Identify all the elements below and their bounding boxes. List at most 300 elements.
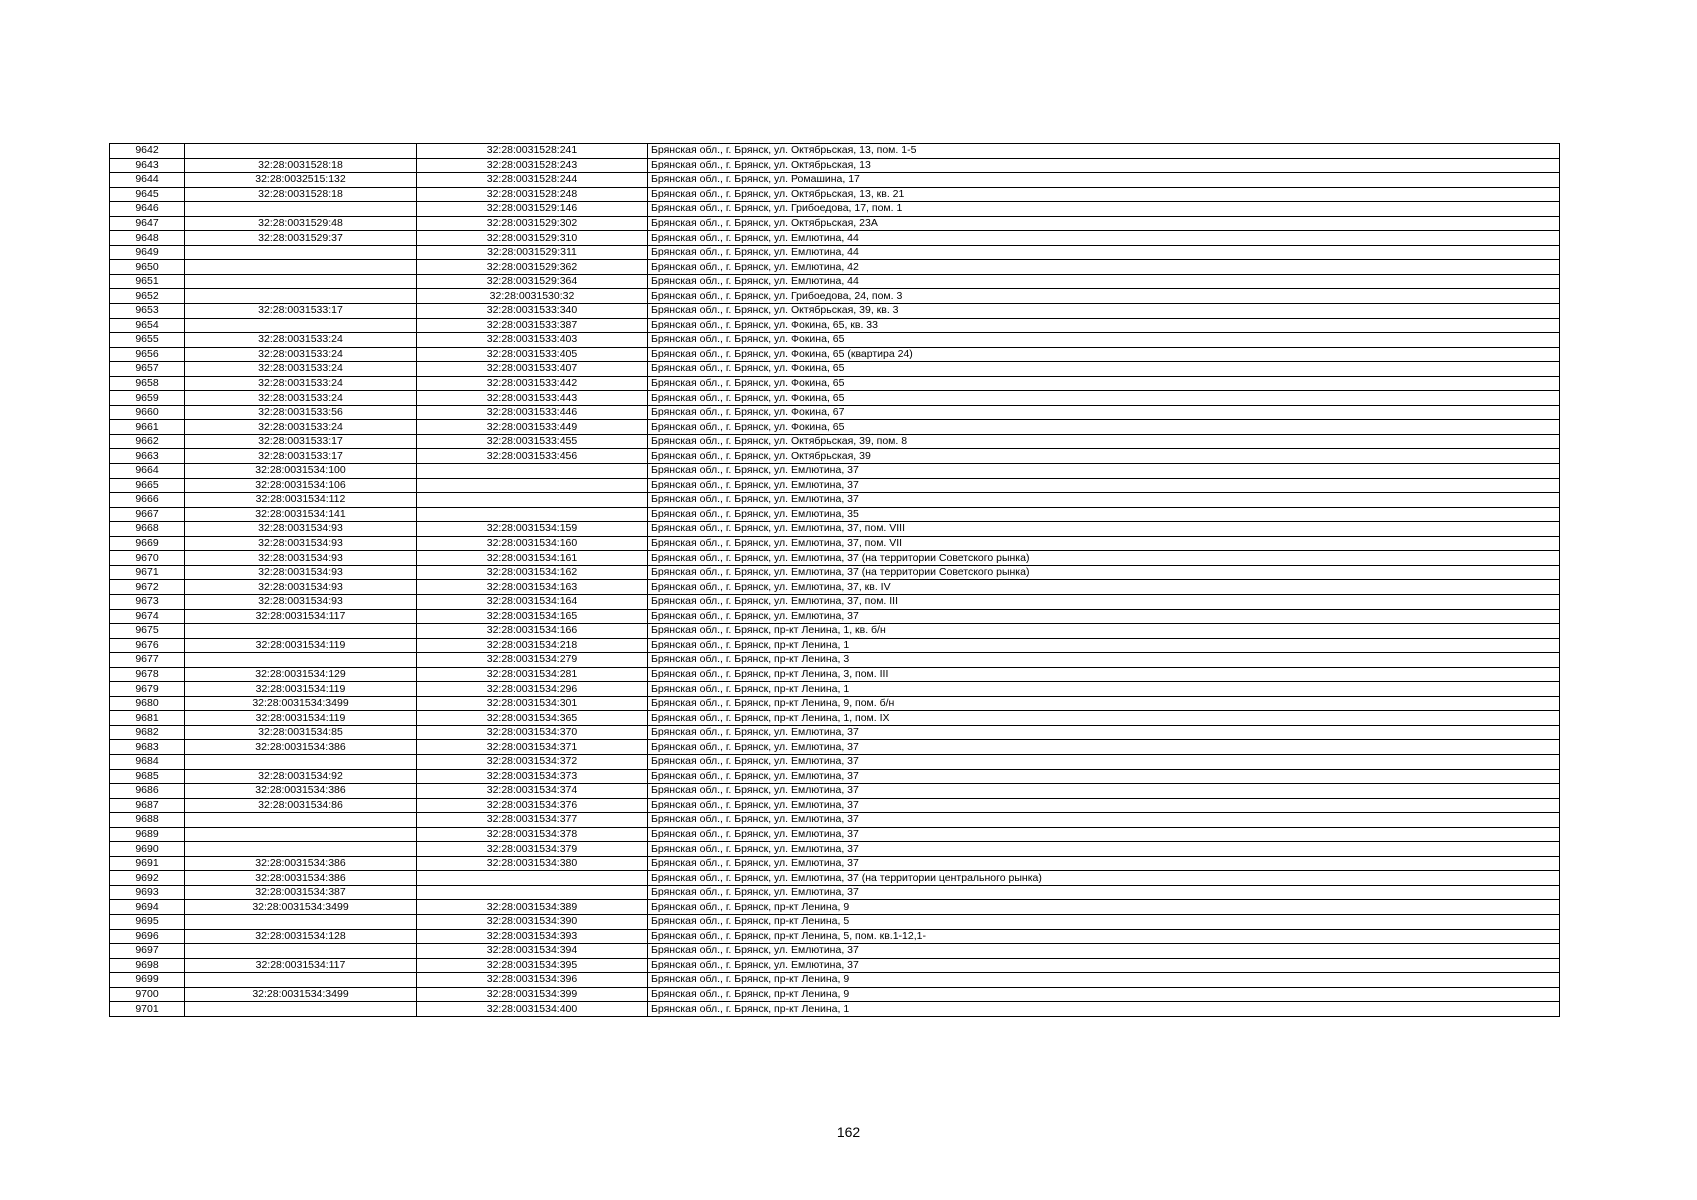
table-row (110, 507, 1560, 522)
address-cell: Брянская обл., г. Брянск, ул. Емлютина, 37, кв. IV (648, 580, 1560, 595)
row-number-cell: 9670 (110, 551, 185, 566)
table-row (110, 871, 1560, 886)
address-cell: Брянская обл., г. Брянск, ул. Емлютина, 37 (648, 784, 1560, 799)
parent-cadastral-number-cell: 32:28:0031534:117 (185, 958, 417, 973)
table-row (110, 900, 1560, 915)
cadastral-number-cell: 32:28:0031529:364 (417, 274, 648, 289)
table-row (110, 638, 1560, 653)
address-cell: Брянская обл., г. Брянск, ул. Емлютина, 37 (648, 740, 1560, 755)
parent-cadastral-number-cell: 32:28:0031534:129 (185, 667, 417, 682)
cadastral-number-cell: 32:28:0031529:310 (417, 231, 648, 246)
address-cell: Брянская обл., г. Брянск, ул. Емлютина, 37 (648, 478, 1560, 493)
parent-cadastral-number-cell: 32:28:0031534:386 (185, 856, 417, 871)
cadastral-number-cell: 32:28:0031533:403 (417, 333, 648, 348)
address-cell: Брянская обл., г. Брянск, пр-кт Ленина, 3, пом. III (648, 667, 1560, 682)
cadastral-number-cell: 32:28:0031528:243 (417, 158, 648, 173)
parent-cadastral-number-cell: 32:28:0031534:386 (185, 740, 417, 755)
parent-cadastral-number-cell: 32:28:0031534:387 (185, 885, 417, 900)
parent-cadastral-number-cell: 32:28:0031534:117 (185, 609, 417, 624)
row-number-cell: 9683 (110, 740, 185, 755)
address-cell: Брянская обл., г. Брянск, ул. Емлютина, 37, пом. VII (648, 536, 1560, 551)
row-number-cell: 9695 (110, 914, 185, 929)
row-number-cell: 9694 (110, 900, 185, 915)
table-row (110, 754, 1560, 769)
row-number-cell: 9652 (110, 289, 185, 304)
parent-cadastral-number-cell (185, 318, 417, 333)
cadastral-number-cell: 32:28:0031534:373 (417, 769, 648, 784)
cadastral-number-cell (417, 507, 648, 522)
row-number-cell: 9660 (110, 405, 185, 420)
table-row (110, 391, 1560, 406)
parent-cadastral-number-cell: 32:28:0031534:93 (185, 580, 417, 595)
parent-cadastral-number-cell: 32:28:0031534:112 (185, 493, 417, 508)
table-row (110, 478, 1560, 493)
cadastral-number-cell: 32:28:0031534:389 (417, 900, 648, 915)
address-cell: Брянская обл., г. Брянск, ул. Фокина, 65 (648, 362, 1560, 377)
row-number-cell: 9645 (110, 187, 185, 202)
address-cell: Брянская обл., г. Брянск, пр-кт Ленина, 1 (648, 1002, 1560, 1017)
cadastral-number-cell: 32:28:0031534:162 (417, 565, 648, 580)
table-row (110, 551, 1560, 566)
parent-cadastral-number-cell: 32:28:0031534:93 (185, 594, 417, 609)
address-cell: Брянская обл., г. Брянск, пр-кт Ленина, 1, пом. IX (648, 711, 1560, 726)
cadastral-number-cell: 32:28:0031534:394 (417, 944, 648, 959)
address-cell: Брянская обл., г. Брянск, ул. Емлютина, 37 (648, 754, 1560, 769)
table-row (110, 522, 1560, 537)
cadastral-number-cell: 32:28:0031534:400 (417, 1002, 648, 1017)
cadastral-number-cell: 32:28:0031529:302 (417, 216, 648, 231)
address-cell: Брянская обл., г. Брянск, ул. Октябрьская, 13, кв. 21 (648, 187, 1560, 202)
parent-cadastral-number-cell (185, 274, 417, 289)
address-cell: Брянская обл., г. Брянск, ул. Фокина, 65 (648, 391, 1560, 406)
cadastral-number-cell: 32:28:0031533:443 (417, 391, 648, 406)
row-number-cell: 9653 (110, 304, 185, 319)
parent-cadastral-number-cell: 32:28:0031534:93 (185, 522, 417, 537)
cadastral-number-cell: 32:28:0031533:407 (417, 362, 648, 377)
table-row (110, 216, 1560, 231)
row-number-cell: 9654 (110, 318, 185, 333)
parent-cadastral-number-cell: 32:28:0031534:119 (185, 638, 417, 653)
row-number-cell: 9678 (110, 667, 185, 682)
address-cell: Брянская обл., г. Брянск, ул. Ромашина, 17 (648, 173, 1560, 188)
table-row (110, 245, 1560, 260)
table-row (110, 667, 1560, 682)
table-row (110, 260, 1560, 275)
cadastral-number-cell: 32:28:0031529:146 (417, 202, 648, 217)
cadastral-number-cell: 32:28:0031534:281 (417, 667, 648, 682)
address-cell: Брянская обл., г. Брянск, ул. Емлютина, 37 (на территории Советского рынка) (648, 551, 1560, 566)
address-cell: Брянская обл., г. Брянск, ул. Емлютина, 44 (648, 245, 1560, 260)
row-number-cell: 9674 (110, 609, 185, 624)
table-row (110, 449, 1560, 464)
address-cell: Брянская обл., г. Брянск, ул. Фокина, 65 (квартира 24) (648, 347, 1560, 362)
parent-cadastral-number-cell: 32:28:0031534:86 (185, 798, 417, 813)
cadastral-number-cell: 32:28:0031534:301 (417, 696, 648, 711)
parent-cadastral-number-cell (185, 245, 417, 260)
table-row (110, 1002, 1560, 1017)
address-cell: Брянская обл., г. Брянск, ул. Емлютина, 37, пом. VIII (648, 522, 1560, 537)
cadastral-number-cell: 32:28:0031533:340 (417, 304, 648, 319)
address-cell: Брянская обл., г. Брянск, ул. Октябрьская, 13, пом. 1-5 (648, 144, 1560, 159)
address-cell: Брянская обл., г. Брянск, ул. Октябрьская, 39, пом. 8 (648, 434, 1560, 449)
parent-cadastral-number-cell (185, 813, 417, 828)
cadastral-number-cell: 32:28:0031534:218 (417, 638, 648, 653)
cadastral-number-cell: 32:28:0031534:163 (417, 580, 648, 595)
cadastral-number-cell: 32:28:0031533:442 (417, 376, 648, 391)
row-number-cell: 9691 (110, 856, 185, 871)
table-row (110, 696, 1560, 711)
property-table-body (110, 144, 1560, 1017)
row-number-cell: 9693 (110, 885, 185, 900)
address-cell: Брянская обл., г. Брянск, пр-кт Ленина, 9, пом. б/н (648, 696, 1560, 711)
table-row (110, 987, 1560, 1002)
cadastral-number-cell: 32:28:0031534:396 (417, 973, 648, 988)
address-cell: Брянская обл., г. Брянск, ул. Емлютина, 35 (648, 507, 1560, 522)
table-row (110, 274, 1560, 289)
parent-cadastral-number-cell: 32:28:0031534:93 (185, 565, 417, 580)
address-cell: Брянская обл., г. Брянск, ул. Емлютина, 37 (на территории Советского рынка) (648, 565, 1560, 580)
row-number-cell: 9686 (110, 784, 185, 799)
row-number-cell: 9688 (110, 813, 185, 828)
address-cell: Брянская обл., г. Брянск, ул. Емлютина, 37 (648, 493, 1560, 508)
row-number-cell: 9664 (110, 464, 185, 479)
parent-cadastral-number-cell: 32:28:0031533:24 (185, 376, 417, 391)
cadastral-number-cell: 32:28:0031533:449 (417, 420, 648, 435)
table-row (110, 173, 1560, 188)
parent-cadastral-number-cell: 32:28:0031534:92 (185, 769, 417, 784)
address-cell: Брянская обл., г. Брянск, ул. Октябрьская, 23А (648, 216, 1560, 231)
table-row (110, 624, 1560, 639)
cadastral-number-cell: 32:28:0031534:159 (417, 522, 648, 537)
table-row (110, 536, 1560, 551)
parent-cadastral-number-cell: 32:28:0031534:3499 (185, 900, 417, 915)
parent-cadastral-number-cell: 32:28:0031533:24 (185, 391, 417, 406)
cadastral-number-cell: 32:28:0031534:165 (417, 609, 648, 624)
row-number-cell: 9671 (110, 565, 185, 580)
cadastral-number-cell: 32:28:0031534:371 (417, 740, 648, 755)
cadastral-number-cell: 32:28:0031534:164 (417, 594, 648, 609)
table-row (110, 231, 1560, 246)
row-number-cell: 9644 (110, 173, 185, 188)
cadastral-number-cell: 32:28:0031528:241 (417, 144, 648, 159)
row-number-cell: 9646 (110, 202, 185, 217)
row-number-cell: 9668 (110, 522, 185, 537)
table-row (110, 304, 1560, 319)
table-row (110, 842, 1560, 857)
parent-cadastral-number-cell (185, 827, 417, 842)
parent-cadastral-number-cell: 32:28:0031534:100 (185, 464, 417, 479)
table-row (110, 464, 1560, 479)
row-number-cell: 9663 (110, 449, 185, 464)
table-row (110, 420, 1560, 435)
parent-cadastral-number-cell: 32:28:0031534:386 (185, 871, 417, 886)
row-number-cell: 9682 (110, 725, 185, 740)
address-cell: Брянская обл., г. Брянск, пр-кт Ленина, 1 (648, 682, 1560, 697)
parent-cadastral-number-cell: 32:28:0031534:141 (185, 507, 417, 522)
table-row (110, 929, 1560, 944)
cadastral-number-cell: 32:28:0031534:279 (417, 653, 648, 668)
table-row (110, 609, 1560, 624)
address-cell: Брянская обл., г. Брянск, ул. Емлютина, 37 (648, 769, 1560, 784)
table-row (110, 973, 1560, 988)
table-row (110, 580, 1560, 595)
address-cell: Брянская обл., г. Брянск, ул. Фокина, 65 (648, 420, 1560, 435)
address-cell: Брянская обл., г. Брянск, ул. Емлютина, 37 (648, 958, 1560, 973)
address-cell: Брянская обл., г. Брянск, ул. Фокина, 67 (648, 405, 1560, 420)
parent-cadastral-number-cell: 32:28:0031533:17 (185, 304, 417, 319)
row-number-cell: 9684 (110, 754, 185, 769)
address-cell: Брянская обл., г. Брянск, пр-кт Ленина, 1, кв. б/н (648, 624, 1560, 639)
row-number-cell: 9672 (110, 580, 185, 595)
cadastral-number-cell: 32:28:0031534:160 (417, 536, 648, 551)
address-cell: Брянская обл., г. Брянск, ул. Емлютина, 37 (на территории центрального рынка) (648, 871, 1560, 886)
table-row (110, 827, 1560, 842)
row-number-cell: 9657 (110, 362, 185, 377)
table-row (110, 289, 1560, 304)
address-cell: Брянская обл., г. Брянск, ул. Емлютина, 37 (648, 464, 1560, 479)
parent-cadastral-number-cell: 32:28:0031529:37 (185, 231, 417, 246)
address-cell: Брянская обл., г. Брянск, ул. Емлютина, 37 (648, 885, 1560, 900)
table-row (110, 784, 1560, 799)
address-cell: Брянская обл., г. Брянск, ул. Октябрьская, 13 (648, 158, 1560, 173)
address-cell: Брянская обл., г. Брянск, ул. Емлютина, 37, пом. III (648, 594, 1560, 609)
cadastral-number-cell: 32:28:0031534:390 (417, 914, 648, 929)
address-cell: Брянская обл., г. Брянск, пр-кт Ленина, 1 (648, 638, 1560, 653)
parent-cadastral-number-cell: 32:28:0031533:24 (185, 420, 417, 435)
table-row (110, 914, 1560, 929)
parent-cadastral-number-cell: 32:28:0031533:24 (185, 362, 417, 377)
row-number-cell: 9675 (110, 624, 185, 639)
row-number-cell: 9685 (110, 769, 185, 784)
row-number-cell: 9658 (110, 376, 185, 391)
table-row (110, 769, 1560, 784)
row-number-cell: 9666 (110, 493, 185, 508)
parent-cadastral-number-cell: 32:28:0031534:386 (185, 784, 417, 799)
address-cell: Брянская обл., г. Брянск, ул. Емлютина, 37 (648, 609, 1560, 624)
table-row (110, 347, 1560, 362)
parent-cadastral-number-cell: 32:28:0031534:3499 (185, 696, 417, 711)
cadastral-number-cell: 32:28:0031534:365 (417, 711, 648, 726)
row-number-cell: 9659 (110, 391, 185, 406)
address-cell: Брянская обл., г. Брянск, ул. Емлютина, 44 (648, 274, 1560, 289)
row-number-cell: 9656 (110, 347, 185, 362)
address-cell: Брянская обл., г. Брянск, пр-кт Ленина, 9 (648, 973, 1560, 988)
parent-cadastral-number-cell (185, 914, 417, 929)
row-number-cell: 9677 (110, 653, 185, 668)
cadastral-number-cell: 32:28:0031534:161 (417, 551, 648, 566)
cadastral-number-cell (417, 478, 648, 493)
cadastral-number-cell: 32:28:0031534:376 (417, 798, 648, 813)
address-cell: Брянская обл., г. Брянск, ул. Емлютина, 37 (648, 842, 1560, 857)
parent-cadastral-number-cell: 32:28:0031534:85 (185, 725, 417, 740)
row-number-cell: 9643 (110, 158, 185, 173)
cadastral-number-cell: 32:28:0031534:380 (417, 856, 648, 871)
parent-cadastral-number-cell (185, 1002, 417, 1017)
cadastral-number-cell: 32:28:0031534:399 (417, 987, 648, 1002)
table-row (110, 493, 1560, 508)
table-row (110, 740, 1560, 755)
row-number-cell: 9649 (110, 245, 185, 260)
table-row (110, 187, 1560, 202)
parent-cadastral-number-cell: 32:28:0031528:18 (185, 158, 417, 173)
parent-cadastral-number-cell (185, 653, 417, 668)
address-cell: Брянская обл., г. Брянск, ул. Октябрьская, 39 (648, 449, 1560, 464)
table-row (110, 376, 1560, 391)
address-cell: Брянская обл., г. Брянск, ул. Октябрьская, 39, кв. 3 (648, 304, 1560, 319)
address-cell: Брянская обл., г. Брянск, ул. Емлютина, 44 (648, 231, 1560, 246)
cadastral-number-cell: 32:28:0031534:166 (417, 624, 648, 639)
row-number-cell: 9692 (110, 871, 185, 886)
row-number-cell: 9665 (110, 478, 185, 493)
row-number-cell: 9650 (110, 260, 185, 275)
row-number-cell: 9701 (110, 1002, 185, 1017)
row-number-cell: 9680 (110, 696, 185, 711)
row-number-cell: 9696 (110, 929, 185, 944)
parent-cadastral-number-cell: 32:28:0031534:128 (185, 929, 417, 944)
address-cell: Брянская обл., г. Брянск, ул. Емлютина, 37 (648, 944, 1560, 959)
row-number-cell: 9699 (110, 973, 185, 988)
parent-cadastral-number-cell: 32:28:0031533:56 (185, 405, 417, 420)
parent-cadastral-number-cell: 32:28:0031534:3499 (185, 987, 417, 1002)
row-number-cell: 9651 (110, 274, 185, 289)
cadastral-number-cell: 32:28:0031528:244 (417, 173, 648, 188)
parent-cadastral-number-cell (185, 202, 417, 217)
cadastral-number-cell: 32:28:0031533:405 (417, 347, 648, 362)
cadastral-number-cell (417, 885, 648, 900)
row-number-cell: 9689 (110, 827, 185, 842)
parent-cadastral-number-cell: 32:28:0031534:93 (185, 551, 417, 566)
parent-cadastral-number-cell (185, 289, 417, 304)
parent-cadastral-number-cell: 32:28:0031533:17 (185, 449, 417, 464)
parent-cadastral-number-cell: 32:28:0031534:106 (185, 478, 417, 493)
parent-cadastral-number-cell: 32:28:0031533:24 (185, 333, 417, 348)
address-cell: Брянская обл., г. Брянск, ул. Емлютина, 37 (648, 725, 1560, 740)
row-number-cell: 9700 (110, 987, 185, 1002)
table-row (110, 813, 1560, 828)
row-number-cell: 9681 (110, 711, 185, 726)
cadastral-number-cell: 32:28:0031533:387 (417, 318, 648, 333)
address-cell: Брянская обл., г. Брянск, ул. Грибоедова, 24, пом. 3 (648, 289, 1560, 304)
cadastral-number-cell: 32:28:0031534:378 (417, 827, 648, 842)
table-row (110, 594, 1560, 609)
row-number-cell: 9697 (110, 944, 185, 959)
address-cell: Брянская обл., г. Брянск, ул. Емлютина, 42 (648, 260, 1560, 275)
cadastral-number-cell (417, 464, 648, 479)
table-row (110, 856, 1560, 871)
table-row (110, 362, 1560, 377)
table-row (110, 958, 1560, 973)
row-number-cell: 9662 (110, 434, 185, 449)
parent-cadastral-number-cell (185, 260, 417, 275)
row-number-cell: 9661 (110, 420, 185, 435)
table-row (110, 798, 1560, 813)
row-number-cell: 9673 (110, 594, 185, 609)
parent-cadastral-number-cell: 32:28:0032515:132 (185, 173, 417, 188)
row-number-cell: 9679 (110, 682, 185, 697)
table-row (110, 434, 1560, 449)
row-number-cell: 9642 (110, 144, 185, 159)
table-row (110, 944, 1560, 959)
cadastral-number-cell (417, 493, 648, 508)
address-cell: Брянская обл., г. Брянск, ул. Фокина, 65 (648, 333, 1560, 348)
address-cell: Брянская обл., г. Брянск, ул. Фокина, 65, кв. 33 (648, 318, 1560, 333)
cadastral-number-cell: 32:28:0031534:377 (417, 813, 648, 828)
table-row (110, 318, 1560, 333)
cadastral-number-cell: 32:28:0031530:32 (417, 289, 648, 304)
cadastral-number-cell: 32:28:0031534:296 (417, 682, 648, 697)
row-number-cell: 9676 (110, 638, 185, 653)
cadastral-number-cell: 32:28:0031529:311 (417, 245, 648, 260)
property-table (109, 143, 1560, 1017)
parent-cadastral-number-cell (185, 754, 417, 769)
table-row (110, 202, 1560, 217)
parent-cadastral-number-cell: 32:28:0031533:17 (185, 434, 417, 449)
address-cell: Брянская обл., г. Брянск, ул. Емлютина, 37 (648, 813, 1560, 828)
table-row (110, 565, 1560, 580)
cadastral-number-cell: 32:28:0031533:446 (417, 405, 648, 420)
parent-cadastral-number-cell (185, 842, 417, 857)
row-number-cell: 9690 (110, 842, 185, 857)
parent-cadastral-number-cell: 32:28:0031534:119 (185, 711, 417, 726)
parent-cadastral-number-cell (185, 944, 417, 959)
row-number-cell: 9648 (110, 231, 185, 246)
row-number-cell: 9669 (110, 536, 185, 551)
cadastral-number-cell: 32:28:0031534:393 (417, 929, 648, 944)
address-cell: Брянская обл., г. Брянск, ул. Грибоедова, 17, пом. 1 (648, 202, 1560, 217)
cadastral-number-cell: 32:28:0031534:374 (417, 784, 648, 799)
address-cell: Брянская обл., г. Брянск, ул. Фокина, 65 (648, 376, 1560, 391)
cadastral-number-cell: 32:28:0031533:455 (417, 434, 648, 449)
address-cell: Брянская обл., г. Брянск, пр-кт Ленина, 5 (648, 914, 1560, 929)
parent-cadastral-number-cell: 32:28:0031528:18 (185, 187, 417, 202)
parent-cadastral-number-cell (185, 624, 417, 639)
parent-cadastral-number-cell: 32:28:0031529:48 (185, 216, 417, 231)
row-number-cell: 9667 (110, 507, 185, 522)
row-number-cell: 9647 (110, 216, 185, 231)
parent-cadastral-number-cell: 32:28:0031534:93 (185, 536, 417, 551)
parent-cadastral-number-cell: 32:28:0031534:119 (185, 682, 417, 697)
cadastral-number-cell (417, 871, 648, 886)
cadastral-number-cell: 32:28:0031533:456 (417, 449, 648, 464)
cadastral-number-cell: 32:28:0031528:248 (417, 187, 648, 202)
table-row (110, 711, 1560, 726)
cadastral-number-cell: 32:28:0031534:370 (417, 725, 648, 740)
cadastral-number-cell: 32:28:0031534:395 (417, 958, 648, 973)
page-number: 162 (836, 1124, 861, 1140)
row-number-cell: 9687 (110, 798, 185, 813)
row-number-cell: 9655 (110, 333, 185, 348)
table-row (110, 653, 1560, 668)
cadastral-number-cell: 32:28:0031534:372 (417, 754, 648, 769)
parent-cadastral-number-cell (185, 973, 417, 988)
table-row (110, 682, 1560, 697)
table-row (110, 144, 1560, 159)
table-row (110, 405, 1560, 420)
cadastral-number-cell: 32:28:0031529:362 (417, 260, 648, 275)
table-row (110, 725, 1560, 740)
table-row (110, 158, 1560, 173)
table-row (110, 885, 1560, 900)
row-number-cell: 9698 (110, 958, 185, 973)
cadastral-number-cell: 32:28:0031534:379 (417, 842, 648, 857)
address-cell: Брянская обл., г. Брянск, пр-кт Ленина, 3 (648, 653, 1560, 668)
address-cell: Брянская обл., г. Брянск, пр-кт Ленина, 9 (648, 900, 1560, 915)
address-cell: Брянская обл., г. Брянск, пр-кт Ленина, 9 (648, 987, 1560, 1002)
parent-cadastral-number-cell: 32:28:0031533:24 (185, 347, 417, 362)
address-cell: Брянская обл., г. Брянск, ул. Емлютина, 37 (648, 827, 1560, 842)
parent-cadastral-number-cell (185, 144, 417, 159)
address-cell: Брянская обл., г. Брянск, ул. Емлютина, 37 (648, 798, 1560, 813)
